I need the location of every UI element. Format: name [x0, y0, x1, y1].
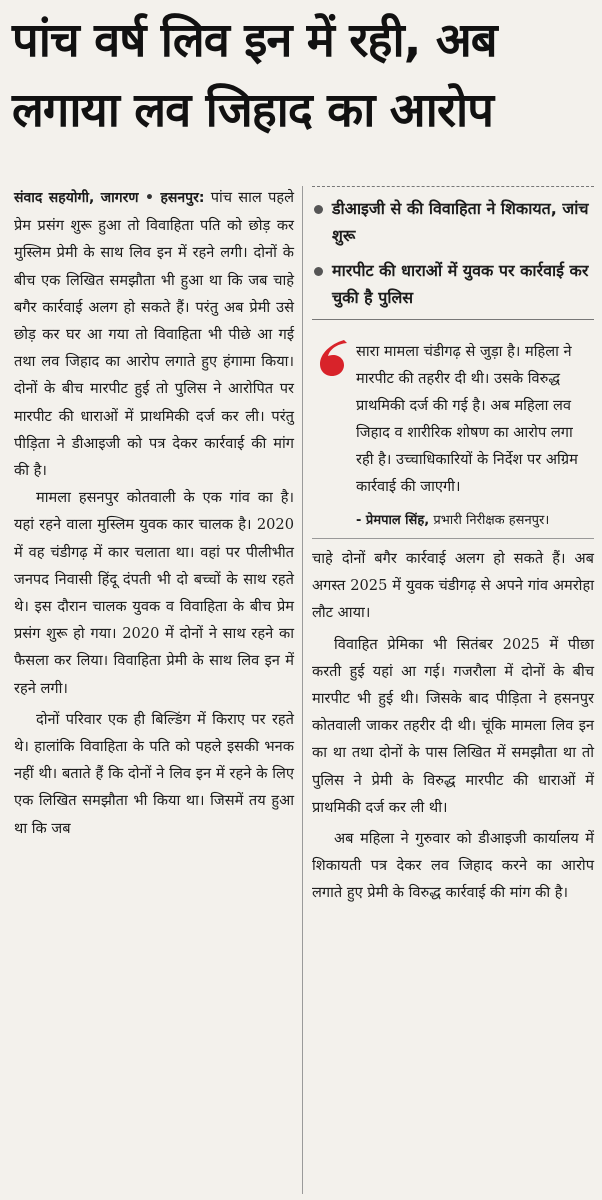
quote-text: सारा मामला चंडीगढ़ से जुड़ा है। महिला ने मारपीट की तहरीर दी थी। उसके विरुद्ध प्राथमिकी दर्ज की गई है। अब महिला लव जिहाद व शारीरिक शोषण का आरोप लगा रही है। उच्चाधिकारियों के निर्देश पर अग्रिम कार्रवाई की जाएगी।	[356, 343, 578, 495]
bullet-icon	[314, 267, 323, 276]
highlight-item	[312, 195, 594, 249]
quote-mark-icon	[314, 338, 352, 378]
dateline	[14, 190, 204, 206]
attribution-name: - प्रेमपाल सिंह,	[356, 513, 430, 528]
highlights-box	[312, 186, 594, 320]
dateline-source: संवाद सहयोगी, जागरण	[14, 190, 139, 206]
paragraph-4: चाहे दोनों बगैर कार्रवाई अलग हो सकते हैं। अब अगस्त 2025 में युवक चंडीगढ़ से अपने गांव अमरोहा लौट आया।	[312, 550, 594, 622]
quote-attribution	[356, 510, 594, 532]
highlight-text-1: डीआइजी से की विवाहिता ने शिकायत, जांच शुरू	[332, 199, 589, 245]
left-column-text	[14, 184, 294, 842]
left-column	[14, 184, 294, 842]
right-column-text	[312, 545, 594, 907]
dateline-separator: •	[145, 190, 154, 206]
headline	[12, 6, 597, 146]
bullet-icon	[314, 205, 323, 214]
paragraph-5: विवाहित प्रेमिका भी सितंबर 2025 में पीछा करती हुई यहां आ गई। गजरौला में दोनों के बीच मारपीट भी हुई थी। जिसके बाद पीड़िता ने हसनपुर कोतवाली जाकर तहरीर दी थी। चूंकि मामला लिव इन का था तथा दोनों के पास लिखित में समझौता था तो पुलिस ने प्रेमी के विरुद्ध मारपीट की धाराओं में प्राथमिकी दर्ज कर ली थी।	[312, 635, 594, 816]
highlight-item	[312, 257, 594, 311]
column-divider	[302, 186, 303, 1194]
paragraph-3: दोनों परिवार एक ही बिल्डिंग में किराए पर रहते थे। हालांकि विवाहिता के पति को पहले इसकी भनक नहीं थी। बताते हैं कि दोनों ने लिव इन में रहने के लिए एक लिखित समझौता भी किया था। जिसमें तय हुआ था कि जब	[14, 710, 294, 837]
paragraph-1	[14, 184, 294, 484]
paragraph-2: मामला हसनपुर कोतवाली के एक गांव का है। यहां रहने वाला मुस्लिम युवक कार चालक है। 2020 में वह चंडीगढ़ में कार चलाता था। वहां पर पीलीभीत जनपद निवासी हिंदू दंपती भी दो बच्चों के साथ रहते थे। इस दौरान चालक युवक व विवाहिता के बीच प्रेम प्रसंग शुरू हो गया। 2020 में दोनों ने साथ रहने का फैसला कर लिया। विवाहिता प्रेमी के साथ लिव इन में रहने लगी।	[14, 489, 294, 697]
paragraph-1-text: पांच साल पहले प्रेम प्रसंग शुरू हुआ तो विवाहिता पति को छोड़ कर मुस्लिम प्रेमी के साथ लिव इन में रहने लगी। दोनों के बीच एक लिखित समझौता भी हुआ था कि जब चाहे बगैर कार्रवाई अलग हो सकते हैं। परंतु अब प्रेमी उसे छोड़ कर घर आ गया तो विवाहिता भी पीछे आ गई तथा लव जिहाद का आरोप लगाते हुए हंगामा किया। दोनों के बीच मारपीट हुई तो पुलिस ने आरोपित पर मारपीट की धाराओं में प्राथमिकी दर्ज कर ली। परंतु पीड़िता ने डीआइजी को पत्र देकर कार्रवाई की मांग की है।	[14, 189, 295, 480]
headline-line-1: पांच वर्ष लिव इन में रही, अब	[12, 13, 497, 68]
paragraph-6: अब महिला ने गुरुवार को डीआइजी कार्यालय में शिकायती पत्र देकर लव जिहाद करने का आरोप लगाते हुए प्रेमी के विरुद्ध कार्रवाई की मांग की है।	[312, 830, 594, 902]
quote-box	[312, 338, 594, 539]
highlight-text-2: मारपीट की धाराओं में युवक पर कार्रवाई कर चुकी है पुलिस	[332, 261, 589, 307]
dateline-place: हसनपुर:	[160, 190, 205, 206]
right-column	[312, 184, 594, 907]
attribution-title: प्रभारी निरीक्षक हसनपुर।	[433, 513, 550, 528]
headline-line-2: लगाया लव जिहाद का आरोप	[12, 83, 493, 138]
